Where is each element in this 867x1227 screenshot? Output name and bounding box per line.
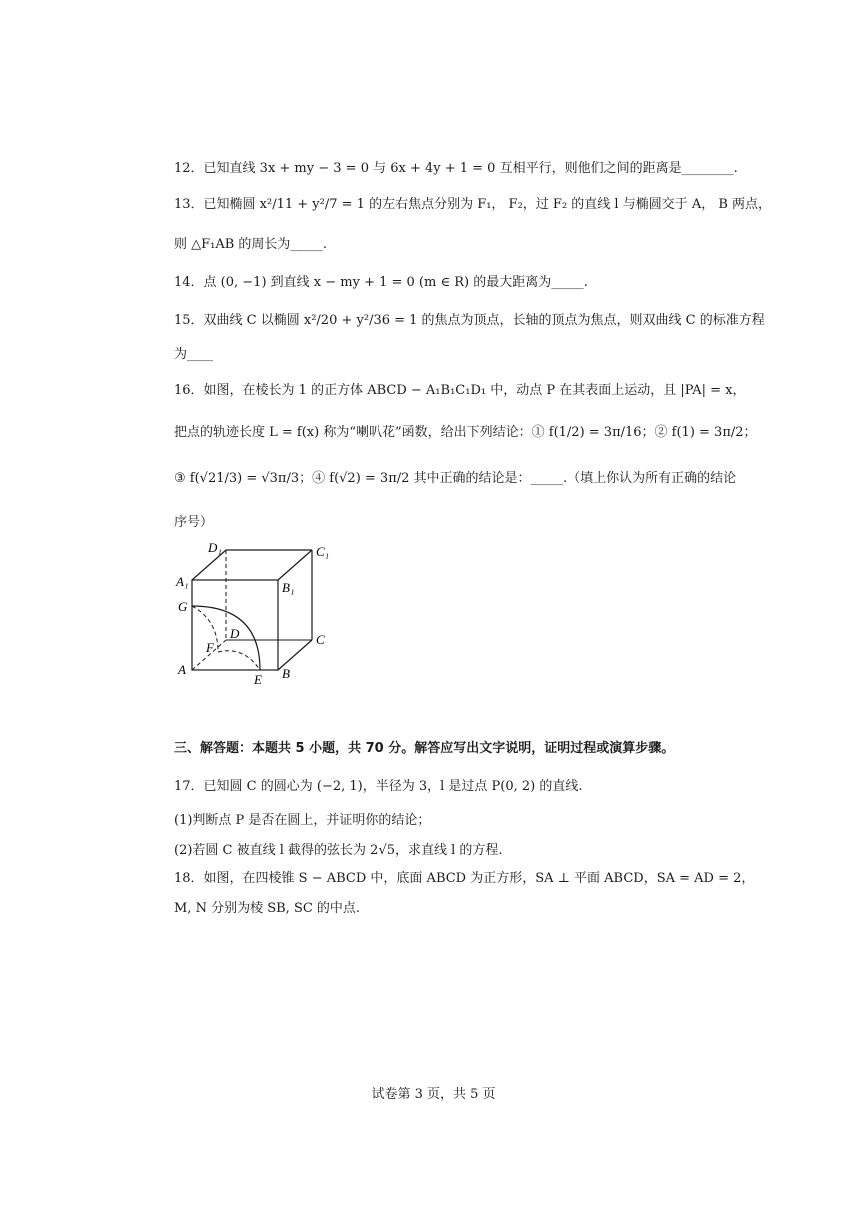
label-c1: C₁	[316, 544, 330, 559]
label-c: C	[316, 632, 325, 647]
question-14: 14．点 (0, −1) 到直线 x − my + 1 = 0 (m ∈ R) 的最大距离为_____.	[174, 275, 588, 290]
cube-figure	[174, 540, 344, 690]
question-16-line-4: 序号）	[174, 515, 214, 530]
question-17: 17．已知圆 C 的圆心为 (−2, 1)，半径为 3，l 是过点 P(0, 2) 的直线.	[174, 779, 583, 794]
label-b1: B₁	[282, 580, 295, 595]
question-17-part-2: (2)若圆 C 被直线 l 截得的弦长为 2√5，求直线 l 的方程.	[174, 843, 503, 858]
label-d: D	[230, 626, 240, 641]
question-15-line-2: 为____	[174, 347, 214, 362]
label-f: F	[206, 640, 214, 655]
label-g: G	[178, 599, 188, 614]
label-a: A	[178, 662, 186, 677]
question-16-line-1: 16．如图，在棱长为 1 的正方体 ABCD − A₁B₁C₁D₁ 中，动点 P 在其表面上运动，且 |PA| = x，	[174, 383, 746, 398]
question-15-line-1: 15．双曲线 C 以椭圆 x²/20 + y²/36 = 1 的焦点为顶点，长轴的顶点为焦点，则双曲线 C 的标准方程	[174, 313, 765, 328]
question-18-line-1: 18．如图，在四棱锥 S − ABCD 中，底面 ABCD 为正方形，SA ⊥ 平面 ABCD，SA = AD = 2，	[174, 871, 755, 886]
page-footer: 试卷第 3 页，共 5 页	[371, 1087, 496, 1102]
label-b: B	[282, 666, 290, 681]
question-17-part-1: (1)判断点 P 是否在圆上，并证明你的结论；	[174, 813, 431, 828]
label-e: E	[254, 672, 262, 687]
question-16-line-3: ③ f(√21/3) = √3π/3；④ f(√2) = 3π/2 其中正确的结论是：_____.（填上你认为所有正确的结论	[174, 471, 737, 486]
question-12: 12．已知直线 3x + my − 3 = 0 与 6x + 4y + 1 = 0 互相平行，则他们之间的距离是________.	[174, 161, 738, 176]
question-13-line-1: 13．已知椭圆 x²/11 + y²/7 = 1 的左右焦点分别为 F₁， F₂，过 F₂ 的直线 l 与椭圆交于 A， B 两点，	[174, 197, 772, 212]
question-18-line-2: M, N 分别为棱 SB, SC 的中点.	[174, 901, 361, 916]
label-a1: A₁	[176, 574, 189, 589]
question-13-line-2: 则 △F₁AB 的周长为_____.	[174, 237, 328, 252]
question-16-line-2: 把点的轨迹长度 L = f(x) 称为“喇叭花”函数，给出下列结论：① f(1/2) = 3π/16；② f(1) = 3π/2；	[174, 425, 757, 440]
section-3-heading: 三、解答题：本题共 5 小题，共 70 分。解答应写出文字说明，证明过程或演算步骤。	[174, 741, 675, 756]
label-d1: D₁	[208, 540, 222, 555]
